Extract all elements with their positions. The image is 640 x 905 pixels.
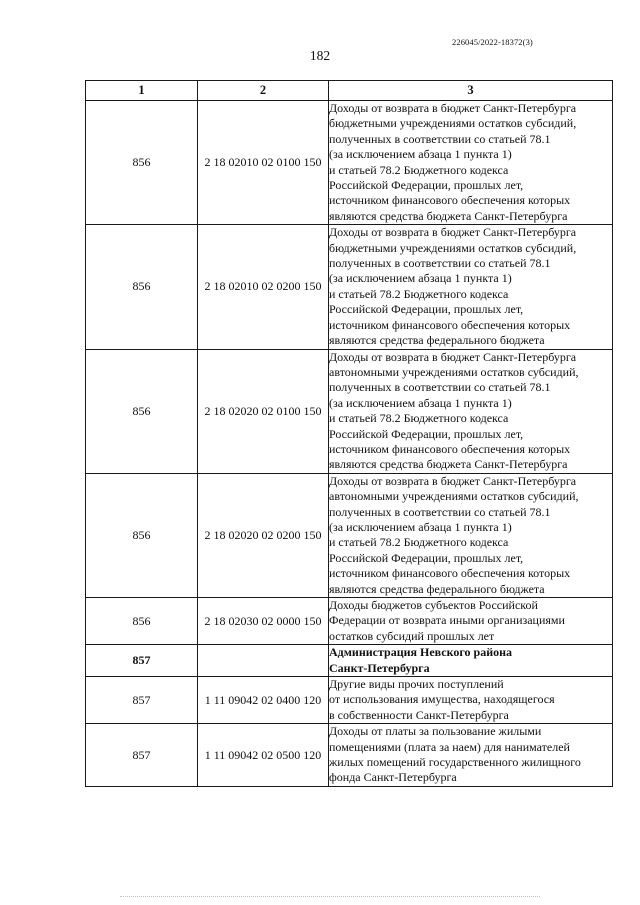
- income-description-cell: [329, 724, 613, 787]
- description-line: (за исключением абзаца 1 пункта 1): [329, 395, 512, 410]
- income-code-cell: 2 18 02030 02 0000 150: [198, 598, 329, 645]
- description-line: (за исключением абзаца 1 пункта 1): [329, 519, 512, 534]
- description-line: и статьей 78.2 Бюджетного кодекса: [329, 162, 509, 177]
- description-line: Российской Федерации, прошлых лет,: [329, 302, 524, 317]
- description-line: Российской Федерации, прошлых лет,: [329, 178, 524, 193]
- description-line: Другие виды прочих поступлений: [329, 677, 504, 692]
- department-code-cell: 857: [86, 645, 198, 677]
- income-code-cell: 2 18 02010 02 0200 150: [198, 225, 329, 349]
- income-description-cell: [329, 225, 613, 349]
- description-line: и статьей 78.2 Бюджетного кодекса: [329, 535, 509, 550]
- header-col-3: 3: [329, 81, 613, 101]
- department-code-cell: 857: [86, 724, 198, 787]
- description-line: являются средства федерального бюджета: [329, 581, 545, 596]
- income-description-cell: [329, 473, 613, 597]
- description-line: Доходы от возврата в бюджет Санкт-Петербурга: [329, 101, 577, 115]
- description-line: источником финансового обеспечения которых: [329, 441, 571, 456]
- income-code-cell: 2 18 02020 02 0200 150: [198, 473, 329, 597]
- header-col-1: 1: [86, 81, 198, 101]
- scan-artifact-line: [120, 896, 540, 898]
- description-line: источником финансового обеспечения которых: [329, 193, 571, 208]
- department-code-cell: 856: [86, 101, 198, 225]
- income-description-cell: [329, 101, 613, 225]
- description-line: остатков субсидий прошлых лет: [329, 628, 495, 643]
- description-line: Доходы от возврата в бюджет Санкт-Петербурга: [329, 473, 577, 488]
- description-line: бюджетными учреждениями остатков субсидий,: [329, 240, 577, 255]
- table-row: [86, 225, 613, 349]
- department-code-cell: 856: [86, 349, 198, 473]
- income-code-cell: 2 18 02020 02 0100 150: [198, 349, 329, 473]
- description-line: полученных в соответствии со статьей 78.1: [329, 504, 551, 519]
- description-line: Доходы от платы за пользование жилыми: [329, 724, 542, 739]
- description-line: полученных в соответствии со статьей 78.1: [329, 131, 551, 146]
- header-col-2: 2: [198, 81, 329, 101]
- description-line: Доходы от возврата в бюджет Санкт-Петербурга: [329, 225, 577, 240]
- document-id: 226045/2022-18372(3): [452, 37, 533, 47]
- income-description-cell: [329, 598, 613, 645]
- income-description-cell: [329, 349, 613, 473]
- income-code-cell: 2 18 02010 02 0100 150: [198, 101, 329, 225]
- description-line: являются средства бюджета Санкт-Петербурга: [329, 457, 568, 472]
- income-description-cell: [329, 645, 613, 677]
- income-code-cell: 1 11 09042 02 0500 120: [198, 724, 329, 787]
- table-row: [86, 645, 613, 677]
- table-row: [86, 724, 613, 787]
- description-line: Администрация Невского района: [329, 645, 513, 660]
- description-line: источником финансового обеспечения которых: [329, 317, 571, 332]
- description-line: от использования имущества, находящегося: [329, 692, 555, 707]
- description-line: бюджетными учреждениями остатков субсидий,: [329, 116, 577, 131]
- description-line: автономными учреждениями остатков субсидий,: [329, 489, 579, 504]
- description-line: (за исключением абзаца 1 пункта 1): [329, 271, 512, 286]
- description-line: являются средства бюджета Санкт-Петербурга: [329, 208, 568, 223]
- description-line: Российской Федерации, прошлых лет,: [329, 426, 524, 441]
- description-line: в собственности Санкт-Петербурга: [329, 707, 509, 722]
- description-line: и статьей 78.2 Бюджетного кодекса: [329, 411, 509, 426]
- description-line: Доходы от возврата в бюджет Санкт-Петербурга: [329, 349, 577, 364]
- description-line: помещениями (плата за наем) для нанимателей: [329, 739, 570, 754]
- description-line: Доходы бюджетов субъектов Российской: [329, 598, 538, 612]
- description-line: являются средства федерального бюджета: [329, 333, 545, 348]
- description-line: Федерации от возврата иными организациями: [329, 613, 565, 628]
- table-row: [86, 473, 613, 597]
- description-line: жилых помещений государственного жилищного: [329, 755, 581, 770]
- description-line: полученных в соответствии со статьей 78.1: [329, 380, 551, 395]
- description-line: Российской Федерации, прошлых лет,: [329, 550, 524, 565]
- table-row: [86, 101, 613, 225]
- budget-classification-table: [85, 80, 613, 787]
- description-line: и статьей 78.2 Бюджетного кодекса: [329, 286, 509, 301]
- department-code-cell: 856: [86, 598, 198, 645]
- page-number: 182: [309, 48, 331, 63]
- description-line: (за исключением абзаца 1 пункта 1): [329, 147, 512, 162]
- department-code-cell: 857: [86, 677, 198, 724]
- department-code-cell: 856: [86, 225, 198, 349]
- income-description-cell: [329, 677, 613, 724]
- description-line: автономными учреждениями остатков субсидий,: [329, 364, 579, 379]
- description-line: полученных в соответствии со статьей 78.1: [329, 256, 551, 271]
- table-header-row: [86, 81, 613, 101]
- description-line: источником финансового обеспечения которых: [329, 566, 571, 581]
- table-row: [86, 598, 613, 645]
- description-line: Санкт-Петербурга: [329, 660, 430, 675]
- department-code-cell: 856: [86, 473, 198, 597]
- income-code-cell: [198, 645, 329, 677]
- table-row: [86, 349, 613, 473]
- table-row: [86, 677, 613, 724]
- description-line: фонда Санкт-Петербурга: [329, 770, 457, 785]
- income-code-cell: 1 11 09042 02 0400 120: [198, 677, 329, 724]
